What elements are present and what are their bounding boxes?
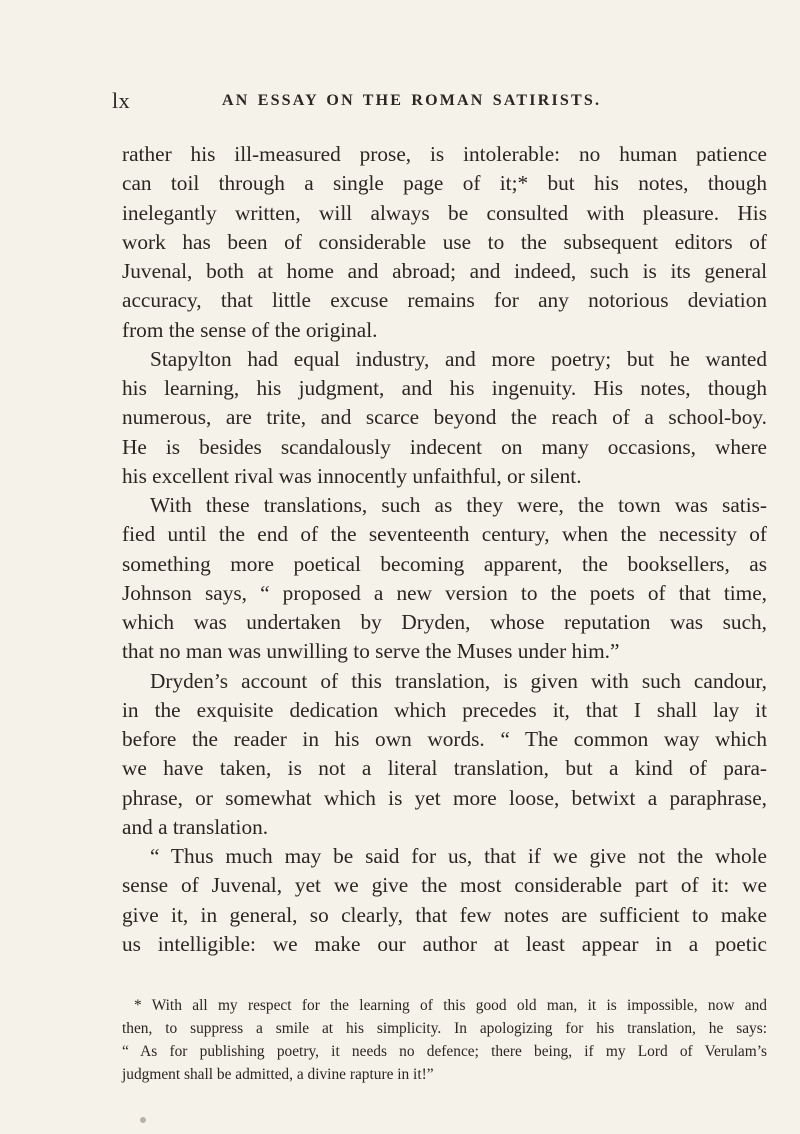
footnote-line: * With all my respect for the learning of this good old man, it is impossible, now and bbox=[134, 997, 767, 1014]
paper-speck bbox=[140, 1117, 146, 1123]
text-line: give it, in general, so clearly, that few notes are sufficient to make bbox=[122, 902, 767, 927]
text-line: his excellent rival was innocently unfaithful, or silent. bbox=[122, 463, 582, 488]
text-line: numerous, are trite, and scarce beyond the reach of a school-boy. bbox=[122, 405, 767, 430]
footnote-line: judgment shall be admitted, a divine rapture in it!” bbox=[122, 1066, 434, 1083]
paragraph bbox=[122, 491, 767, 667]
text-line: Dryden’s account of this translation, is given with such candour, bbox=[150, 668, 767, 693]
footnote-line: then, to suppress a smile at his simplicity. In apologizing for his translation, he says: bbox=[122, 1020, 767, 1037]
footnote-line: “ As for publishing poetry, it needs no defence; there being, if my Lord of Verulam’s bbox=[122, 1043, 767, 1060]
page-number: lx bbox=[112, 88, 131, 113]
paragraph bbox=[122, 842, 767, 959]
running-head bbox=[112, 88, 767, 118]
text-line: us intelligible: we make our author at least appear in a poetic bbox=[122, 931, 767, 956]
text-line: sense of Juvenal, yet we give the most considerable part of it: we bbox=[122, 873, 767, 898]
running-title: AN ESSAY ON THE ROMAN SATIRISTS. bbox=[222, 92, 602, 109]
text-line: rather his ill-measured prose, is intolerable: no human patience bbox=[122, 142, 767, 166]
text-line: inelegantly written, will always be consulted with pleasure. His bbox=[122, 200, 767, 225]
text-line: work has been of considerable use to the subsequent editors of bbox=[122, 229, 767, 254]
paragraph bbox=[122, 140, 767, 345]
text-line: Juvenal, both at home and abroad; and indeed, such is its general bbox=[122, 259, 767, 283]
text-line: “ Thus much may be said for us, that if we give not the whole bbox=[150, 844, 767, 868]
text-line: his learning, his judgment, and his ingenuity. His notes, though bbox=[122, 376, 767, 400]
text-line: With these translations, such as they were, the town was satis- bbox=[150, 493, 767, 517]
text-line: accuracy, that little excuse remains for any notorious deviation bbox=[122, 288, 767, 313]
text-line: before the reader in his own words. “ The common way which bbox=[122, 727, 767, 751]
text-line: He is besides scandalously indecent on many occasions, where bbox=[122, 434, 767, 459]
text-line: in the exquisite dedication which precedes it, that I shall lay it bbox=[122, 697, 767, 722]
footnote bbox=[122, 994, 767, 1086]
paragraph bbox=[122, 345, 767, 491]
text-line: which was undertaken by Dryden, whose reputation was such, bbox=[122, 610, 767, 634]
text-line: can toil through a single page of it;* but his notes, though bbox=[122, 171, 767, 196]
text-line: Stapylton had equal industry, and more poetry; but he wanted bbox=[150, 346, 767, 371]
text-line: and a translation. bbox=[122, 814, 269, 839]
text-line: something more poetical becoming apparent, the booksellers, as bbox=[122, 551, 767, 576]
text-line: phrase, or somewhat which is yet more loose, betwixt a paraphrase, bbox=[122, 785, 767, 810]
main-text bbox=[122, 140, 767, 959]
text-line: from the sense of the original. bbox=[122, 317, 378, 342]
text-line: that no man was unwilling to serve the Muses under him.” bbox=[122, 639, 620, 664]
text-line: Johnson says, “ proposed a new version to the poets of that time, bbox=[122, 580, 767, 605]
paragraph bbox=[122, 667, 767, 843]
text-line: fied until the end of the seventeenth century, when the necessity of bbox=[122, 522, 767, 547]
text-line: we have taken, is not a literal translation, but a kind of para- bbox=[122, 756, 767, 781]
